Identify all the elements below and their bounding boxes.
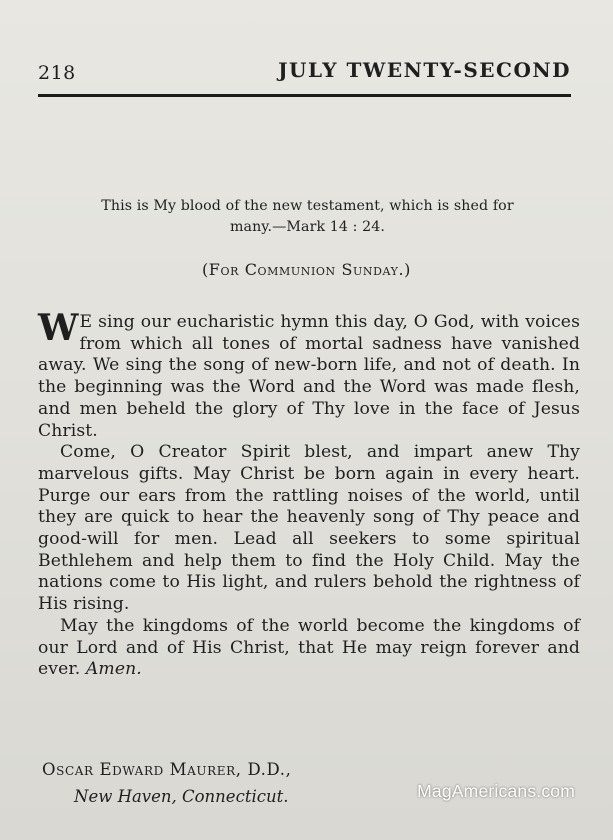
amen: Amen. <box>85 659 142 680</box>
drop-cap: W <box>38 307 79 349</box>
epigraph-line-1: This is My blood of the new testament, which is shed for <box>101 198 514 214</box>
page-number: 218 <box>38 62 76 84</box>
prayer-paragraph-1 <box>38 307 580 442</box>
header-rule <box>38 94 571 97</box>
watermark: MagAmericans.com <box>417 781 575 801</box>
author-location: New Haven, Connecticut. <box>74 787 289 806</box>
epigraph-line-2: many.—Mark 14 : 24. <box>229 219 386 235</box>
occasion-heading: (For Communion Sunday.) <box>201 260 412 279</box>
author-name: Oscar Edward Maurer, D.D., <box>42 760 292 779</box>
prayer-body <box>38 307 580 681</box>
prayer-paragraph-2: Come, O Creator Spirit blest, and impart anew Thy marvelous gifts. May Christ be born again in every heart. Purge our ears from the rattling noises of the world, until they are quick to hear the heavenly song of Thy peace and good-will for men. Lead all seekers to some spiritual Bethlehem and help them to find the Holy Child. May the nations come to His light, and rulers behold the rightness of His rising. <box>38 442 580 615</box>
prayer-paragraph-3-text: May the kingdoms of the world become the kingdoms of our Lord and of His Christ, that He may reign forever and ever. <box>38 615 580 680</box>
prayer-paragraph-1-text: E sing our eucharistic hymn this day, O God, with voices from which all tones of mortal sadness have vanished away. We sing the song of new-born life, and not of death. In the beginning was the Word and the Word was made flesh, and men beheld the glory of Thy love in the face of Jesus Christ. <box>38 312 580 441</box>
running-head: JULY TWENTY-SECOND <box>278 58 571 82</box>
epigraph <box>38 196 577 238</box>
prayer-paragraph-3 <box>38 616 580 681</box>
